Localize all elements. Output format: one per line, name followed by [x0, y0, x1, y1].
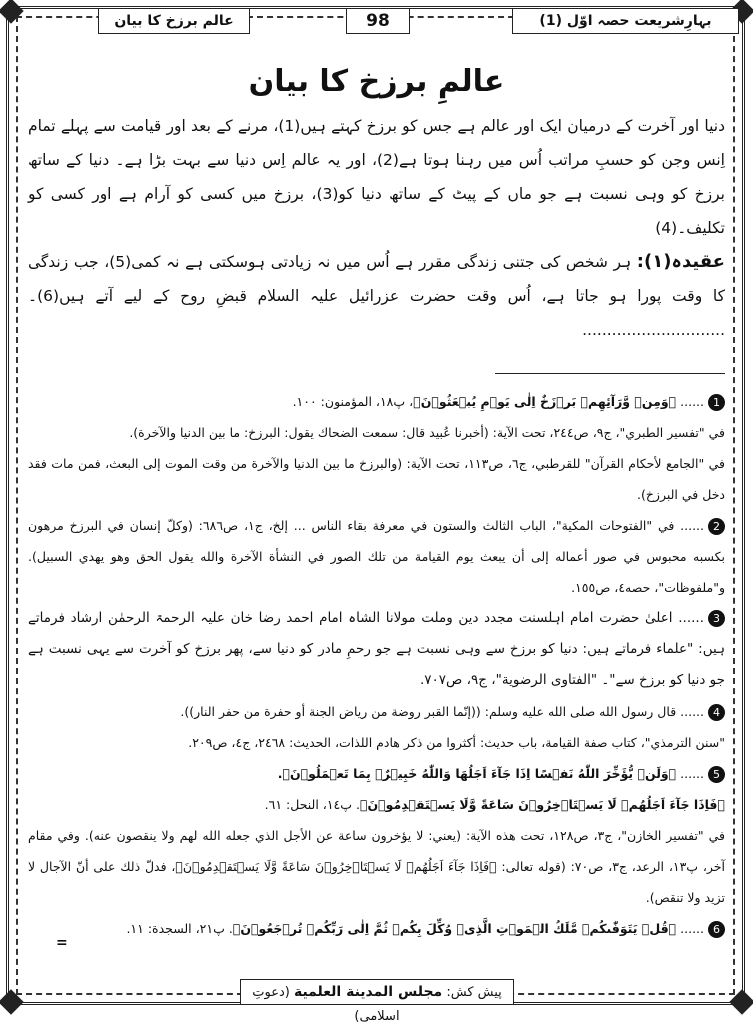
footer-prefix: پیش کش:: [446, 985, 502, 1000]
aqeeda-text: ہر شخص کی جتنی زندگی مقرر ہے اُس میں نہ زیادتی ہوسکتی ہے نہ کمی(5)، جب زندگی کا وقت پورا ہو جاتا ہے، اُس وقت حضرت عزرائیل علیہ السلام قبضِ روح کے لیے آتے ہیں(6)۔ .............................: [28, 253, 725, 339]
footer-publisher: [240, 979, 514, 1024]
footnote-ref: ، پ١٨، المؤمنون: ١٠٠.: [292, 394, 414, 409]
footer-name: مجلس المدينة العلمية: [293, 984, 443, 1000]
footnote-1-line: في "تفسير الطبري"، ج٩، ص٢٤٤، تحت الآية: (أخبرنا عُبيد قال: سمعت الضحاك يقول: البرزخ: ما بين الدنيا والآخرة).: [129, 425, 725, 440]
footnote-2: 2...... في "الفتوحات المكية"، الباب الثالث والستون في معرفة بقاء الناس ... إلخ، ج١، ص٦٨٦: (وكلّ إنسان في البرزخ مرهون بكسبه محبوس في صور أعماله إلى أن يبعث يوم القيامة من تلك الصور في النشأة الآخرة والله يقول الحق وهو يهدي السبيل). و"ملفوظات"، حصه٤، ص١٥٥.: [28, 518, 725, 595]
footnote-1-line: في "الجامع لأحكام القرآن" للقرطبي، ج٦، ص١١٣، تحت الآية: (والبرزخ ما بين الدنيا والآخرة من وقت الموت إلى البعث، فمن مات فقد دخل في البرزخ).: [28, 456, 726, 502]
footnote-text: قال رسول الله صلى الله عليه وسلم: ((إنّما القبر روضة من رياض الجنة أو حفرة من حفر النار)).: [180, 704, 677, 719]
footnote-ref: . پ١٤، النحل: ٦١.: [264, 797, 360, 812]
page-content: [28, 42, 725, 944]
footnote-number: 5: [708, 766, 725, 783]
footnote-number: 4: [708, 704, 725, 721]
footnote-number: 3: [708, 610, 725, 627]
page-number: 98: [346, 8, 410, 34]
footnote-number: 1: [708, 394, 725, 411]
footnotes: [28, 386, 725, 944]
quran-verse: ﴿وَمِنۡ وَّرَآئِهِمۡ بَرۡزَخٌ اِلٰى يَوۡمِ يُبۡعَثُوۡنَ﴾: [413, 394, 677, 409]
aqeeda-paragraph: [28, 245, 725, 347]
quran-verse: ﴿فَاِذَا جَآءَ اَجَلُهُمۡ لَا يَسۡتَاۡخِرُوۡنَ سَاعَةً وَّلَا يَسۡتَقۡدِمُوۡنَ﴾: [360, 797, 725, 812]
footnote-number: 6: [708, 921, 725, 938]
footnote-5-line: في "تفسير الخازن"، ج٣، ص١٢٨، تحت هذه الآية: (يعني: لا يؤخرون ساعة عن الأجل الذي جعله الله لهم ولا ينقصون عنه). وفي مقام آخر، پ١٣، الرعد، ج٣، ص٧٠: (قوله تعالى: ﴿فَاِذَا جَآءَ اَجَلُهُمۡ لَا يَسۡتَاۡخِرُوۡنَ سَاعَةً وَّلَا يَسۡتَقۡدِمُوۡنَ﴾، فدلّ ذلك على أنّ الآجال لا تزيد ولا تنقص).: [28, 828, 725, 905]
page-title: عالمِ برزخ کا بیان: [248, 64, 505, 99]
footnote-text: اعلیٰ حضرت امام اہلسنت مجدد دین وملت مولانا الشاہ امام احمد رضا خان علیہ الرحمۃ الرحمٰن ارشاد فرماتے ہیں: "علماء فرماتے ہیں: دنیا کو برزخ سے وہی نسبت ہے جو رحمِ مادر کو دنیا سے، پھر برزخ کو آخرت سے یہی نسبت ہے جو دنیا کو برزخ سے"۔ "الفتاوى الرضوية"، ج٩، ص٧٠٧.: [28, 610, 725, 688]
body-paragraph: دنیا اور آخرت کے درمیان ایک اور عالم ہے جس کو برزخ کہتے ہیں(1)، مرنے کے بعد اور قیامت سے پہلے تمام اِنس وجن کو حسبِ مراتب اُس میں رہنا ہوتا ہے(2)، اور یہ عالم اِس دنیا سے بہت بڑا ہے۔ دنیا کے ساتھ برزخ کو وہی نسبت ہے جو ماں کے پیٹ کے ساتھ دنیا کو(3)، برزخ میں کسی کو آرام ہے اور کسی کو تکلیف۔(4): [28, 117, 725, 237]
quran-verse: ﴿قُلۡ يَتَوَفّٰىكُمۡ مَّلَكُ الۡمَوۡتِ الَّذِىۡ وُكِّلَ بِكُمۡ ثُمَّ اِلٰى رَبِّكُمۡ تُرۡجَعُوۡنَ﴾: [232, 921, 677, 936]
footnote-4-line: "سنن الترمذي"، كتاب صفة القيامة، باب حديث: أكثروا من ذكر هادم اللذات، الحديث: ٢٤٦٨، ج٤، ص٢٠٩.: [188, 735, 725, 750]
footnote-number: 2: [708, 518, 725, 535]
footnote-text: في "الفتوحات المكية"، الباب الثالث والستون في معرفة بقاء الناس ... إلخ، ج١، ص٦٨٦: (وكلّ إنسان في البرزخ مرهون بكسبه محبوس في صور أعماله إلى أن يبعث يوم القيامة من تلك الصور في النشأة الآخرة والله يقول الحق وهو يهدي السبيل). و"ملفوظات"، حصه٤، ص١٥٥.: [28, 518, 725, 595]
header-book-title: بہارِشریعت حصہ اوّل (1): [512, 8, 739, 34]
footnote-separator: [495, 373, 725, 374]
footnote-ref: . پ٢١، السجدة: ١١.: [126, 921, 233, 936]
footnote-4: 4...... قال رسول الله صلى الله عليه وسلم: ((إنّما القبر روضة من رياض الجنة أو حفرة من حفر النار)).: [28, 696, 725, 727]
aqeeda-label: عقیدہ(۱):: [636, 251, 725, 272]
quran-verse: ﴿وَلَنۡ يُّؤَخِّرَ اللّٰهُ نَفۡسًا اِذَا جَآءَ اَجَلُهَا وَاللّٰهُ خَبِيۡرٌۢ بِمَا تَعۡمَلُوۡنَ﴾.: [277, 766, 677, 781]
continuation-mark: =: [56, 935, 68, 951]
footnote-5-line: [28, 789, 725, 820]
header-chapter-title: عالم برزخ کا بیان: [98, 8, 250, 34]
footnote-1: 1...... ﴿وَمِنۡ وَّرَآئِهِمۡ بَرۡزَخٌ اِلٰى يَوۡمِ يُبۡعَثُوۡنَ﴾، پ١٨، المؤمنون: ١٠٠.: [28, 386, 725, 417]
footer-suffix: (دعوتِ اسلامی): [252, 985, 400, 1024]
footnote-3: 3...... اعلیٰ حضرت امام اہلسنت مجدد دین وملت مولانا الشاہ امام احمد رضا خان علیہ الرحمۃ الرحمٰن ارشاد فرماتے ہیں: "علماء فرماتے ہیں: دنیا کو برزخ سے وہی نسبت ہے جو رحمِ مادر کو دنیا سے، پھر برزخ کو آخرت سے یہی نسبت ہے جو دنیا کو برزخ سے"۔ "الفتاوى الرضوية"، ج٩، ص٧٠٧.: [28, 610, 725, 688]
footnote-6: 6...... ﴿قُلۡ يَتَوَفّٰىكُمۡ مَّلَكُ الۡمَوۡتِ الَّذِىۡ وُكِّلَ بِكُمۡ ثُمَّ اِلٰى رَبِّكُمۡ تُرۡجَعُوۡنَ﴾. پ٢١، السجدة: ١١.: [28, 913, 725, 944]
footnote-5: 5...... ﴿وَلَنۡ يُّؤَخِّرَ اللّٰهُ نَفۡسًا اِذَا جَآءَ اَجَلُهَا وَاللّٰهُ خَبِيۡرٌۢ بِمَا تَعۡمَلُوۡنَ﴾.: [28, 758, 725, 789]
